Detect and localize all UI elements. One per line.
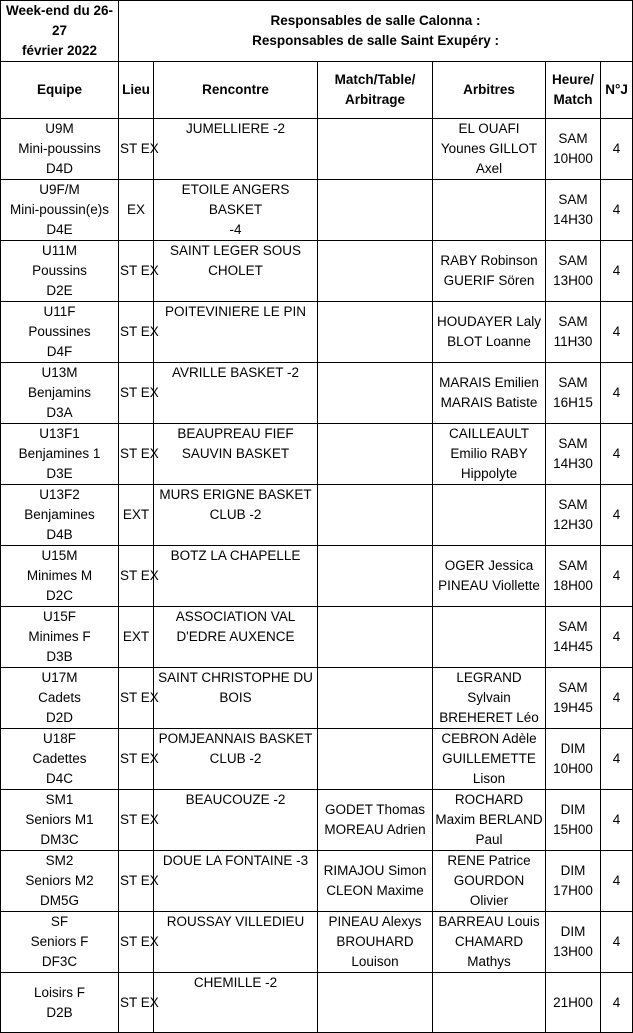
referees-cell [433, 973, 546, 1033]
location-cell: EXT [119, 607, 154, 668]
match-opponent-cell: ETOILE ANGERS BASKET -4 [154, 180, 318, 241]
match-opponent-cell: MURS ERIGNE BASKET CLUB -2 [154, 485, 318, 546]
team-cell: U13F1 Benjamines 1 D3E [1, 424, 119, 485]
match-time-cell: SAM 12H30 [546, 485, 601, 546]
location-cell: ST EX [119, 424, 154, 485]
team-cell: SM1 Seniors M1 DM3C [1, 790, 119, 851]
referees-cell [433, 607, 546, 668]
referees-cell: RABY Robinson GUERIF Sören [433, 241, 546, 302]
team-cell: U11M Poussins D2E [1, 241, 119, 302]
referees-cell: CEBRON Adèle GUILLEMETTE Lison [433, 729, 546, 790]
location-cell: ST EX [119, 668, 154, 729]
day-number-cell: 4 [601, 363, 633, 424]
day-number-cell: 4 [601, 912, 633, 973]
match-time-cell: SAM 16H15 [546, 363, 601, 424]
day-number-cell: 4 [601, 851, 633, 912]
day-number-cell: 4 [601, 241, 633, 302]
table-officials-cell [318, 424, 433, 485]
day-number-cell: 4 [601, 546, 633, 607]
team-cell: Loisirs F D2B [1, 973, 119, 1033]
match-time-cell: 21H00 [546, 973, 601, 1033]
referees-cell: OGER Jessica PINEAU Viollette [433, 546, 546, 607]
match-opponent-cell: BEAUCOUZE -2 [154, 790, 318, 851]
table-officials-cell [318, 119, 433, 180]
match-opponent-cell: POMJEANNAIS BASKET CLUB -2 [154, 729, 318, 790]
match-opponent-cell: POITEVINIERE LE PIN [154, 302, 318, 363]
match-time-cell: SAM 11H30 [546, 302, 601, 363]
day-number-cell: 4 [601, 180, 633, 241]
team-cell: U17M Cadets D2D [1, 668, 119, 729]
referees-cell: CAILLEAULT Emilio RABY Hippolyte [433, 424, 546, 485]
table-officials-cell [318, 668, 433, 729]
match-opponent-cell: ASSOCIATION VAL D'EDRE AUXENCE [154, 607, 318, 668]
table-officials-cell [318, 546, 433, 607]
location-cell: ST EX [119, 790, 154, 851]
match-opponent-cell: JUMELLIERE -2 [154, 119, 318, 180]
team-cell: U15M Minimes M D2C [1, 546, 119, 607]
day-number-cell: 4 [601, 424, 633, 485]
location-cell: ST EX [119, 363, 154, 424]
table-officials-cell [318, 973, 433, 1033]
col-equipe: Equipe [1, 62, 119, 119]
match-time-cell: SAM 14H30 [546, 424, 601, 485]
referees-cell: MARAIS Emilien MARAIS Batiste [433, 363, 546, 424]
team-cell: U18F Cadettes D4C [1, 729, 119, 790]
match-time-cell: SAM 14H30 [546, 180, 601, 241]
day-number-cell: 4 [601, 302, 633, 363]
table-officials-cell: PINEAU Alexys BROUHARD Louison [318, 912, 433, 973]
col-heure-match: Heure/ Match [546, 62, 601, 119]
col-lieu: Lieu [119, 62, 154, 119]
location-cell: ST EX [119, 302, 154, 363]
table-row [1, 790, 633, 851]
match-time-cell: DIM 10H00 [546, 729, 601, 790]
match-time-cell: SAM 10H00 [546, 119, 601, 180]
day-number-cell: 4 [601, 485, 633, 546]
day-number-cell: 4 [601, 607, 633, 668]
match-time-cell: SAM 19H45 [546, 668, 601, 729]
table-officials-cell [318, 180, 433, 241]
table-row [1, 363, 633, 424]
team-cell: U13M Benjamins D3A [1, 363, 119, 424]
location-cell: ST EX [119, 912, 154, 973]
day-number-cell: 4 [601, 729, 633, 790]
table-row [1, 485, 633, 546]
day-number-cell: 4 [601, 790, 633, 851]
match-time-cell: DIM 15H00 [546, 790, 601, 851]
location-cell: ST EX [119, 729, 154, 790]
match-opponent-cell: ROUSSAY VILLEDIEU [154, 912, 318, 973]
match-opponent-cell: SAINT LEGER SOUS CHOLET [154, 241, 318, 302]
match-time-cell: DIM 13H00 [546, 912, 601, 973]
table-officials-cell [318, 729, 433, 790]
table-row [1, 302, 633, 363]
match-opponent-cell: SAINT CHRISTOPHE DU BOIS [154, 668, 318, 729]
table-officials-cell: RIMAJOU Simon CLEON Maxime [318, 851, 433, 912]
day-number-cell: 4 [601, 973, 633, 1033]
referees-cell: HOUDAYER Laly BLOT Loanne [433, 302, 546, 363]
match-time-cell: SAM 18H00 [546, 546, 601, 607]
table-row [1, 729, 633, 790]
table-row [1, 973, 633, 1033]
table-officials-cell [318, 485, 433, 546]
table-officials-cell [318, 607, 433, 668]
hall-managers: Responsables de salle Calonna : Responsables de salle Saint Exupéry : [119, 1, 633, 62]
table-row [1, 424, 633, 485]
location-cell: ST EX [119, 851, 154, 912]
location-cell: EXT [119, 485, 154, 546]
referees-cell: EL OUAFI Younes GILLOT Axel [433, 119, 546, 180]
day-number-cell: 4 [601, 668, 633, 729]
team-cell: U11F Poussines D4F [1, 302, 119, 363]
referees-cell: ROCHARD Maxim BERLAND Paul [433, 790, 546, 851]
match-time-cell: DIM 17H00 [546, 851, 601, 912]
location-cell: ST EX [119, 119, 154, 180]
col-rencontre: Rencontre [154, 62, 318, 119]
team-cell: U13F2 Benjamines D4B [1, 485, 119, 546]
table-officials-cell [318, 302, 433, 363]
location-cell: EX [119, 180, 154, 241]
col-arbitres: Arbitres [433, 62, 546, 119]
referees-cell: RENE Patrice GOURDON Olivier [433, 851, 546, 912]
match-opponent-cell: CHEMILLE -2 [154, 973, 318, 1033]
team-cell: U15F Minimes F D3B [1, 607, 119, 668]
table-row [1, 546, 633, 607]
weekend-title: Week-end du 26-27 février 2022 [1, 1, 119, 62]
match-opponent-cell: BOTZ LA CHAPELLE [154, 546, 318, 607]
col-nj: N°J [601, 62, 633, 119]
table-row [1, 607, 633, 668]
team-cell: SF Seniors F DF3C [1, 912, 119, 973]
team-cell: U9F/M Mini-poussin(e)s D4E [1, 180, 119, 241]
table-row [1, 668, 633, 729]
table-officials-cell [318, 241, 433, 302]
referees-cell [433, 180, 546, 241]
table-officials-cell: GODET Thomas MOREAU Adrien [318, 790, 433, 851]
match-opponent-cell: AVRILLE BASKET -2 [154, 363, 318, 424]
table-row [1, 912, 633, 973]
location-cell: ST EX [119, 546, 154, 607]
table-officials-cell [318, 363, 433, 424]
table-row [1, 241, 633, 302]
referees-cell: LEGRAND Sylvain BREHERET Léo [433, 668, 546, 729]
referees-cell: BARREAU Louis CHAMARD Mathys [433, 912, 546, 973]
table-row [1, 119, 633, 180]
table-row [1, 180, 633, 241]
table-row [1, 851, 633, 912]
team-cell: SM2 Seniors M2 DM5G [1, 851, 119, 912]
col-match-table-arbitrage: Match/Table/ Arbitrage [318, 62, 433, 119]
referees-cell [433, 485, 546, 546]
location-cell: ST EX [119, 241, 154, 302]
match-time-cell: SAM 13H00 [546, 241, 601, 302]
match-opponent-cell: BEAUPREAU FIEF SAUVIN BASKET [154, 424, 318, 485]
day-number-cell: 4 [601, 119, 633, 180]
match-time-cell: SAM 14H45 [546, 607, 601, 668]
team-cell: U9M Mini-poussins D4D [1, 119, 119, 180]
location-cell: ST EX [119, 973, 154, 1033]
match-opponent-cell: DOUE LA FONTAINE -3 [154, 851, 318, 912]
